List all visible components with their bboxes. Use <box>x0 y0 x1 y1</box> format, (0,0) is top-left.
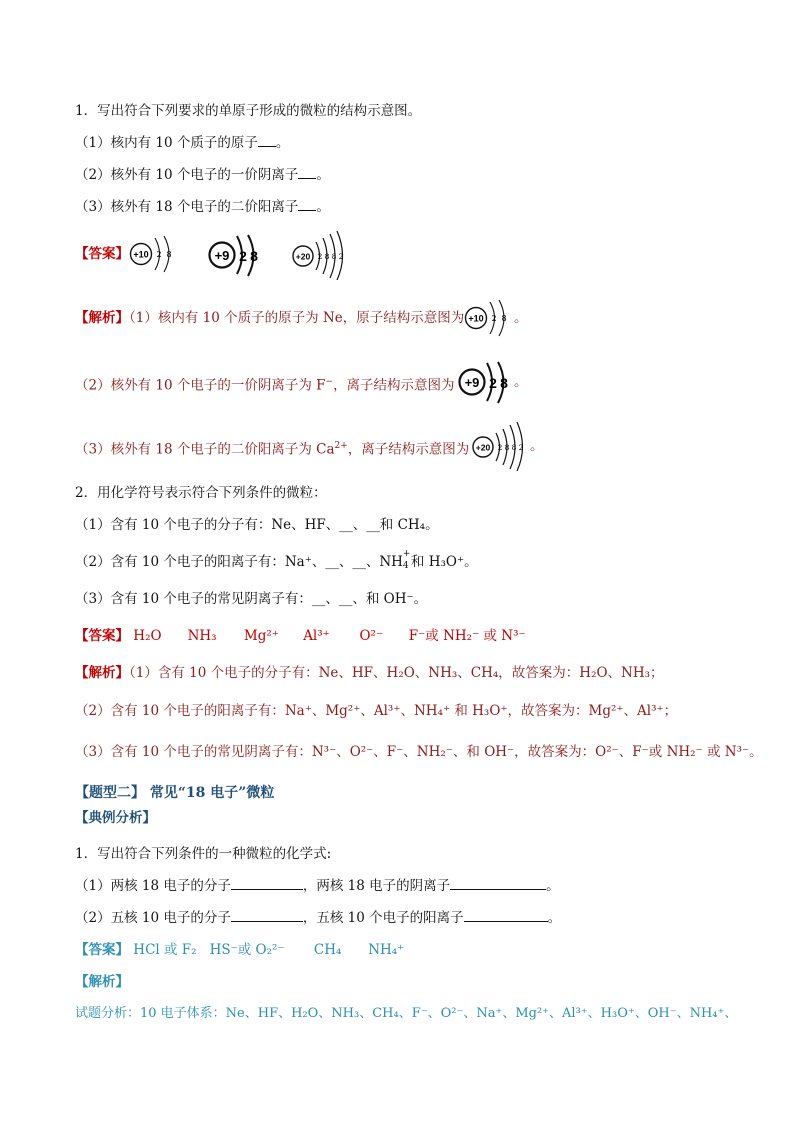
shell-count: 8 <box>324 252 330 261</box>
answer-item: Al³⁺ <box>303 628 330 644</box>
q3-part2: （2）五核 10 电子的分子 ，五核 10 个电子的阳离子 。 <box>75 910 562 926</box>
q1-title: 1．写出符合下列要求的单原子形成的微粒的结构示意图。 <box>75 103 422 119</box>
svg-text:2: 2 <box>489 375 497 391</box>
answer-item: NH₄⁺ <box>368 942 405 958</box>
shell-count: 8 <box>331 252 337 261</box>
period: 。 <box>514 374 528 390</box>
shell-count: 8 <box>250 248 258 264</box>
answer-item: O²⁻ <box>359 628 384 644</box>
atom-diagram-f <box>207 232 267 280</box>
svg-text:2: 2 <box>491 314 497 323</box>
svg-text:8: 8 <box>501 314 507 323</box>
atom-diagram-f-inline <box>457 359 517 407</box>
svg-text:2: 2 <box>518 443 524 452</box>
period: 。 <box>530 438 544 454</box>
q2-answer: 【答案】 H₂O NH₃ Mg²⁺ Al³⁺ O²⁻ F⁻或 NH₂⁻ 或 N³⁻ <box>75 628 526 644</box>
blank[interactable] <box>298 166 316 179</box>
svg-text:8: 8 <box>500 375 508 391</box>
answer-item: HS⁻或 O₂²⁻ <box>209 942 285 958</box>
q3-part1: （1）两核 18 电子的分子 ，两核 18 电子的阴离子 。 <box>75 878 560 894</box>
atom-diagram-ca-inline <box>470 421 532 471</box>
shell-count: 2 <box>338 252 344 261</box>
blank[interactable] <box>231 909 303 922</box>
svg-text:2: 2 <box>497 443 503 452</box>
answer-item: CH₄ <box>313 942 342 958</box>
svg-text:8: 8 <box>504 443 510 452</box>
answer-item: H₂O <box>133 628 162 644</box>
blank[interactable] <box>298 198 316 211</box>
answer-item: NH₃ <box>187 628 217 644</box>
svg-text:+10: +10 <box>468 313 484 324</box>
svg-text:8: 8 <box>511 443 517 452</box>
atom-diagram-ne-inline <box>463 296 517 340</box>
q1-part1: （1）核内有 10 个质子的原子 。 <box>75 135 290 151</box>
q2-analysis-3: （3）含有 10 个电子的常见阴离子有：N³⁻、O²⁻、F⁻、NH₂⁻、和 OH⁻，故答案为：O²⁻、F⁻或 NH₂⁻ 或 N³⁻。 <box>75 744 763 760</box>
blank[interactable] <box>258 134 276 147</box>
q2-analysis-1: 【解析】（1）含有 10 个电子的分子有：Ne、HF、H₂O、NH₃、CH₄，故答案为：H₂O、NH₃； <box>75 665 664 681</box>
shell-count: 8 <box>166 250 172 259</box>
nucleus-label: +10 <box>133 249 149 260</box>
blank[interactable] <box>464 909 548 922</box>
answer-item: Mg²⁺ <box>243 628 279 644</box>
q2-part1: （1）含有 10 个电子的分子有：Ne、HF、__、__和 CH₄。 <box>75 517 439 533</box>
q2-part3: （3）含有 10 个电子的常见阴离子有：__、__、和 OH⁻。 <box>75 591 428 607</box>
q3-analysis-label: 【解析】 <box>75 974 129 990</box>
shell-count: 2 <box>156 250 162 259</box>
q2-title: 2．用化学符号表示符合下列条件的微粒： <box>75 485 327 501</box>
q1-analysis-2: （2）核外有 10 个电子的一价阴离子为 F−，离子结构示意图为 <box>75 377 455 394</box>
q2-part2: （2）含有 10 个电子的阳离子有：Na⁺、__、__、NH + 4 和 H₃O⁺。 <box>75 549 478 571</box>
q3-title: 1．写出符合下列条件的一种微粒的化学式: <box>75 846 332 862</box>
answer-item: HCl 或 F₂ <box>133 942 197 958</box>
q1-answer-label: 【答案】 <box>75 246 129 262</box>
shell-count: 2 <box>317 252 323 261</box>
section-subheading: 【典例分析】 <box>75 810 156 826</box>
nucleus-label: +20 <box>295 251 311 262</box>
atom-diagram-ca <box>290 230 352 280</box>
q3-analysis: 试题分析：10 电子体系：Ne、HF、H₂O、NH₃、CH₄、F⁻、O²⁻、Na⁺、Mg²⁺、Al³⁺、H₃O⁺、OH⁻、NH₄⁺、 <box>75 1006 738 1021</box>
atom-diagram-ne <box>128 232 182 276</box>
svg-text:+9: +9 <box>464 375 480 390</box>
q3-answer: 【答案】 HCl 或 F₂ HS⁻或 O₂²⁻ CH₄ NH₄⁺ <box>75 942 405 958</box>
q1-analysis-3: （3）核外有 18 个电子的二价阳离子为 $Ca^{2+}$，离子结构示意图为 <box>75 441 470 458</box>
q1-part2: （2）核外有 10 个电子的一价阴离子 。 <box>75 167 330 183</box>
svg-text:+20: +20 <box>475 442 491 453</box>
q2-analysis-2: （2）含有 10 个电子的阳离子有：Na⁺、Mg²⁺、Al³⁺、NH₄⁺ 和 H₃O⁺，故答案为：Mg²⁺、Al³⁺； <box>75 703 678 719</box>
nucleus-label: +9 <box>214 248 230 263</box>
shell-count: 2 <box>239 248 247 264</box>
answer-item: F⁻或 NH₂⁻ 或 N³⁻ <box>408 628 526 644</box>
q1-analysis-1: 【解析】（1）核内有 10 个质子的原子为 Ne，原子结构示意图为 <box>75 310 465 326</box>
blank[interactable] <box>450 877 546 890</box>
q1-part3: （3）核外有 18 个电子的二价阳离子 。 <box>75 199 330 215</box>
section-heading: 【题型二】 常见“18 电子”微粒 <box>75 785 275 801</box>
period: 。 <box>514 310 528 326</box>
blank[interactable] <box>231 877 303 890</box>
